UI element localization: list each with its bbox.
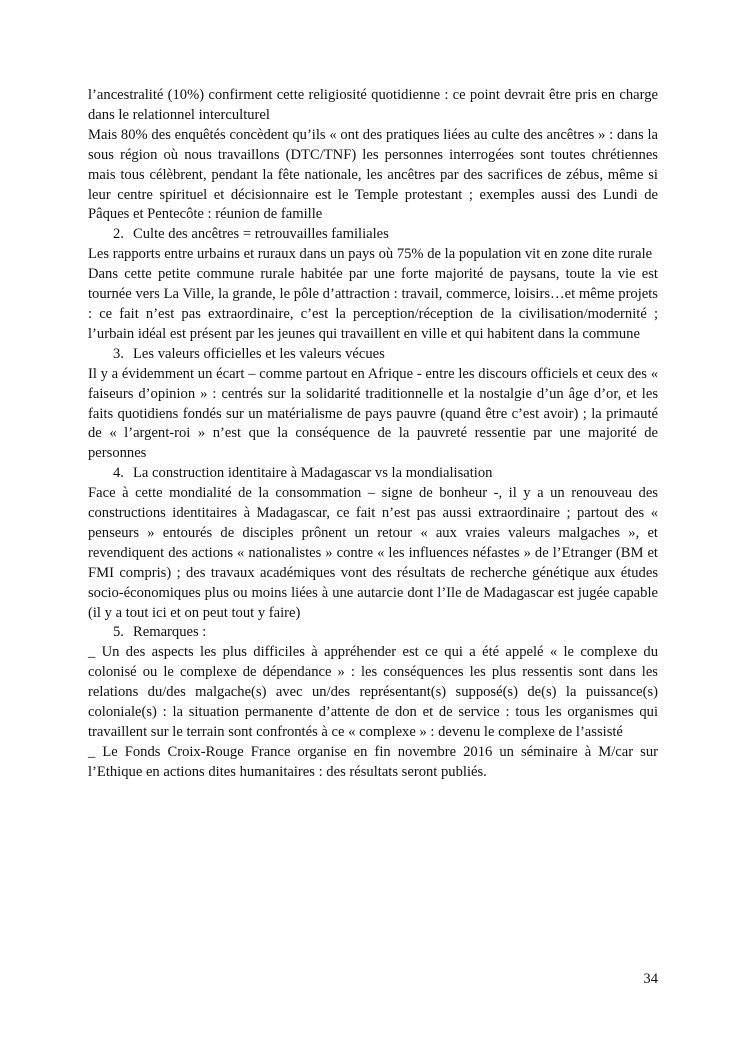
page-footer (643, 970, 658, 990)
paragraph-commune-rurale: Dans cette petite commune rurale habitée par une forte majorité de paysans, toute la vie est tournée vers La Ville, la grande, le pôle d’attraction : travail, commerce, loisirs…et même projets : ce fait n’est pas extraordinaire, c’est la perception/réception de la civilisation/modernité ; l’urbain idéal est présent par les jeunes qui travaillent en ville et qui habitent dans la commune (88, 266, 658, 342)
paragraph-ancestralite: l’ancestralité (10%) confirment cette religiosité quotidienne : ce point devrait être pris en charge dans le relationnel interculturel (88, 87, 658, 123)
list-item-text: Remarques : (133, 624, 207, 641)
paragraph-fonds-croix-rouge: _ Le Fonds Croix-Rouge France organise en fin novembre 2016 un séminaire à M/car sur l’Ethique en actions dites humanitaires : des résultats seront publiés. (88, 743, 658, 780)
list-item-text: Culte des ancêtres = retrouvailles familiales (133, 226, 389, 243)
list-number: 5. (113, 624, 124, 641)
list-number: 2. (113, 226, 124, 243)
list-number: 4. (113, 465, 124, 482)
paragraph-culte-ancetres-pratiques: Mais 80% des enquêtés concèdent qu’ils « ont des pratiques liées au culte des ancêtres » : dans la sous région où nous travaillons (DTC/TNF) les personnes interrogées sont toutes chrétiennes mais tous célèbrent, pendant la fête nationale, les ancêtres par des sacrifices de zébus, même si leur centre spirituel et décisionnaire est le Temple protestant ; exemples aussi des Lundi de Pâques et Pentecôte : réunion de famille (88, 126, 658, 223)
list-item-5-remarques (88, 623, 658, 643)
list-number: 3. (113, 345, 124, 362)
page-number: 34 (643, 971, 658, 987)
list-item-2-culte-des-ancetres (88, 225, 658, 245)
paragraph-ecart-discours-officiels: Il y a évidemment un écart – comme partout en Afrique - entre les discours officiels et ceux des « faiseurs d’opinion » : centrés sur la solidarité traditionnelle et la nostalgie d’un âge d’or, et les faits quotidiens fondés sur un matérialisme de pays pauvre (quand être c’est avoir) ; la primauté de « l’argent-roi » n’est que la conséquence de la pauvreté ressentie par une majorité de personnes (88, 365, 658, 462)
list-item-text: Les valeurs officielles et les valeurs vécues (133, 345, 385, 362)
paragraph-mondialite-consommation: Face à cette mondialité de la consommation – signe de bonheur -, il y a un renouveau des constructions identitaires à Madagascar, ce fait n’est pas aussi extraordinaire ; partout des « penseurs » entourés de disciples prônent un retour « aux vraies valeurs malgaches », et revendiquent des actions « nationalistes » contre « les influences néfastes » de l’Etranger (BM et FMI compris) ; des travaux académiques vont des résultats de recherche génétique aux études socio-économiques plus ou moins liées à une autarcie dont l’Ile de Madagascar est jugée capable (il y a tout ici et on peut tout y faire) (88, 485, 658, 621)
paragraph-complexe-du-colonise: _ Un des aspects les plus difficiles à appréhender est ce qui a été appelé « le complexe du colonisé ou le complexe de dépendance » : les conséquences les plus ressentis sont dans les relations du/des malgache(s) avec un/des représentant(s) supposé(s) de(s) la puissance(s) coloniale(s) : la situation permanente d’attente de don et de service : tous les organismes qui travaillent sur le terrain sont confrontés à ce « complexe » : devenu le complexe de l’assisté (88, 644, 658, 740)
list-item-4-construction-identitaire (88, 464, 658, 484)
paragraph-rapports-urbains-ruraux: Les rapports entre urbains et ruraux dans un pays où 75% de la population vit en zone dite rurale (88, 246, 653, 263)
page-content (88, 86, 658, 783)
list-item-text: La construction identitaire à Madagascar vs la mondialisation (133, 465, 493, 482)
list-item-3-valeurs-officielles (88, 345, 658, 365)
